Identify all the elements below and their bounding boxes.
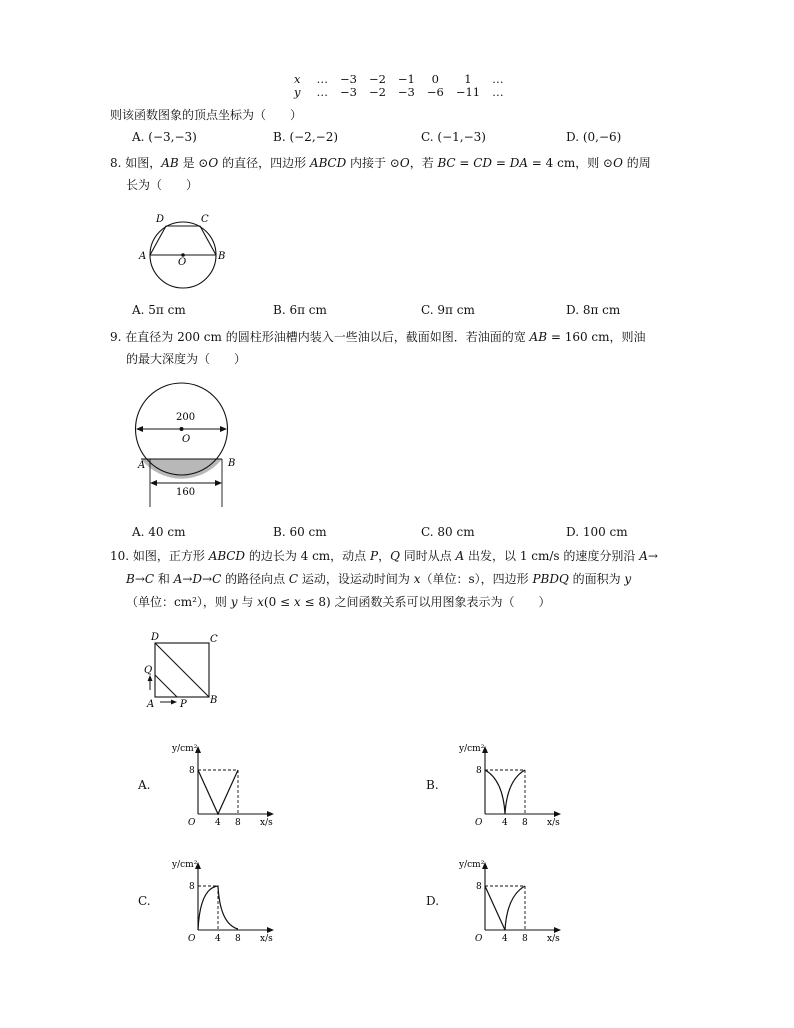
q8-label-c: C — [201, 214, 209, 225]
q8-option-b[interactable]: B. 6π cm — [273, 303, 327, 317]
table-cell: −1 — [397, 72, 415, 86]
table-cell: … — [316, 72, 328, 86]
axis-y-tick: 8 — [189, 882, 195, 892]
table-cell: … — [316, 85, 328, 99]
axis-tick-4: 4 — [502, 934, 508, 944]
q8-label-d: D — [156, 214, 165, 225]
axis-tick-4: 4 — [215, 934, 221, 944]
q9-option-b[interactable]: B. 60 cm — [273, 525, 327, 539]
q10-label-b: B — [210, 695, 218, 706]
q10-stem-line1: 10. 如图，正方形 𝐴𝐵𝐶𝐷 的边长为 4 cm，动点 𝑃，𝑄 同时从点 𝐴 出发，以 1 cm/s 的速度分别沿 𝐴→ — [110, 549, 658, 563]
q8-option-d[interactable]: D. 8π cm — [566, 303, 621, 317]
axis-x-label: x/s — [547, 818, 560, 828]
q8-quadrilateral — [150, 226, 216, 255]
axis-tick-8: 8 — [235, 934, 241, 944]
table-cell: 1 — [464, 72, 472, 86]
q10-label-p: P — [180, 699, 187, 710]
q10-diagonal-db — [155, 643, 209, 697]
axis-tick-8: 8 — [522, 818, 528, 828]
q9-label-o: O — [182, 434, 191, 445]
q9-option-a[interactable]: A. 40 cm — [132, 525, 186, 539]
q9-option-c[interactable]: C. 80 cm — [421, 525, 475, 539]
table-cell: −3 — [397, 85, 415, 99]
q10-label-q: Q — [144, 665, 153, 676]
axis-y-label: y/cm² — [459, 744, 485, 754]
q10-square-figure — [140, 628, 230, 716]
q8-circle-figure — [135, 210, 235, 280]
q7-option-a[interactable]: A. (−3,−3) — [132, 130, 197, 144]
q10-graph-d-curve — [485, 886, 525, 930]
table-cell: … — [492, 85, 504, 99]
q9-option-d[interactable]: D. 100 cm — [566, 525, 628, 539]
q10-graph-a[interactable] — [168, 740, 283, 830]
table-y-label: y — [294, 85, 301, 99]
axis-y-tick: 8 — [189, 766, 195, 776]
q8-option-a[interactable]: A. 5π cm — [132, 303, 186, 317]
q10-graph-a-curve — [198, 770, 238, 814]
table-cell: −2 — [368, 72, 386, 86]
axis-y-label: y/cm² — [459, 860, 485, 870]
q8-stem-line2: 长为（ ） — [126, 178, 199, 192]
q7-option-d[interactable]: D. (0,−6) — [566, 130, 622, 144]
q8-label-b: B — [218, 251, 226, 262]
q9-width-arrow-left — [150, 480, 157, 486]
q10-graph-b-curve — [485, 770, 525, 814]
q8-label-a: A — [139, 251, 147, 262]
q8-stem-line1: 8. 如图，𝐴𝐵 是 ⊙𝑂 的直径，四边形 𝐴𝐵𝐶𝐷 内接于 ⊙𝑂，若 𝐵𝐶 = 𝐶𝐷 = 𝐷𝐴 = 4 cm，则 ⊙𝑂 的周 — [110, 156, 651, 170]
q10-label-c: C — [210, 634, 218, 645]
q10-option-d-label[interactable]: D. — [426, 894, 440, 908]
q10-option-c-label[interactable]: C. — [138, 894, 151, 908]
q7-option-c[interactable]: C. (−1,−3) — [421, 130, 486, 144]
q9-width-arrow-right — [215, 480, 222, 486]
table-cell: … — [492, 72, 504, 86]
axis-tick-8: 8 — [522, 934, 528, 944]
q10-arrow-right-head — [171, 700, 177, 705]
axis-origin: O — [188, 818, 196, 828]
q9-center-dot — [180, 427, 184, 431]
q9-stem-line2: 的最大深度为（ ） — [126, 352, 247, 366]
q9-arrow-right — [220, 426, 227, 432]
table-cell: −6 — [426, 85, 444, 99]
q10-option-b-label[interactable]: B. — [426, 778, 439, 792]
axis-y-label: y/cm² — [172, 860, 198, 870]
axis-x-label: x/s — [260, 818, 273, 828]
q10-graph-b[interactable] — [455, 740, 570, 830]
table-cell: −2 — [368, 85, 386, 99]
q10-option-a-label[interactable]: A. — [138, 778, 151, 792]
table-cell: −3 — [340, 72, 357, 86]
axis-y-label: y/cm² — [172, 744, 198, 754]
axis-origin: O — [475, 934, 483, 944]
q8-label-o: O — [178, 257, 187, 268]
axis-tick-4: 4 — [502, 818, 508, 828]
q9-label-a: A — [138, 460, 146, 471]
axis-tick-8: 8 — [235, 818, 241, 828]
q9-label-200: 200 — [176, 412, 196, 423]
axis-x-label: x/s — [547, 934, 560, 944]
axis-origin: O — [188, 934, 196, 944]
q9-label-160: 160 — [176, 487, 196, 498]
axis-y-tick: 8 — [476, 766, 482, 776]
table-cell: 0 — [431, 72, 439, 86]
axis-origin: O — [475, 818, 483, 828]
q9-tank-figure — [130, 375, 250, 515]
q9-stem-line1: 9. 在直径为 200 cm 的圆柱形油槽内装入一些油以后，截面如图．若油面的宽 𝐴𝐵 = 160 cm，则油 — [110, 330, 646, 344]
q9-label-b: B — [228, 458, 236, 469]
q8-option-c[interactable]: C. 9π cm — [421, 303, 475, 317]
q10-segment-qp — [155, 675, 177, 697]
q9-oil-region — [141, 459, 222, 479]
q10-stem-line3: （单位：cm²），则 𝑦 与 𝑥(0 ≤ 𝑥 ≤ 8) 之间函数关系可以用图象表示为（ ） — [126, 595, 551, 609]
q7-option-b[interactable]: B. (−2,−2) — [273, 130, 339, 144]
table-row-y — [288, 86, 510, 99]
table-cell: −11 — [455, 85, 481, 99]
q9-arrow-left — [136, 426, 143, 432]
axis-x-label: x/s — [260, 934, 273, 944]
value-table — [288, 73, 510, 99]
axis-y-tick: 8 — [476, 882, 482, 892]
q10-stem-line2: 𝐵→𝐶 和 𝐴→𝐷→𝐶 的路径向点 𝐶 运动，设运动时间为 𝑥（单位：s），四边形 𝑃𝐵𝐷𝑄 的面积为 𝑦 — [126, 572, 632, 586]
q10-label-a: A — [147, 699, 155, 710]
table-cell: −3 — [340, 85, 357, 99]
q10-graph-c[interactable] — [168, 856, 283, 946]
q10-label-d: D — [151, 632, 160, 643]
q7-prompt: 则该函数图象的顶点坐标为（ ） — [110, 108, 303, 122]
axis-tick-4: 4 — [215, 818, 221, 828]
q10-graph-d[interactable] — [455, 856, 570, 946]
table-x-label: x — [294, 72, 301, 86]
